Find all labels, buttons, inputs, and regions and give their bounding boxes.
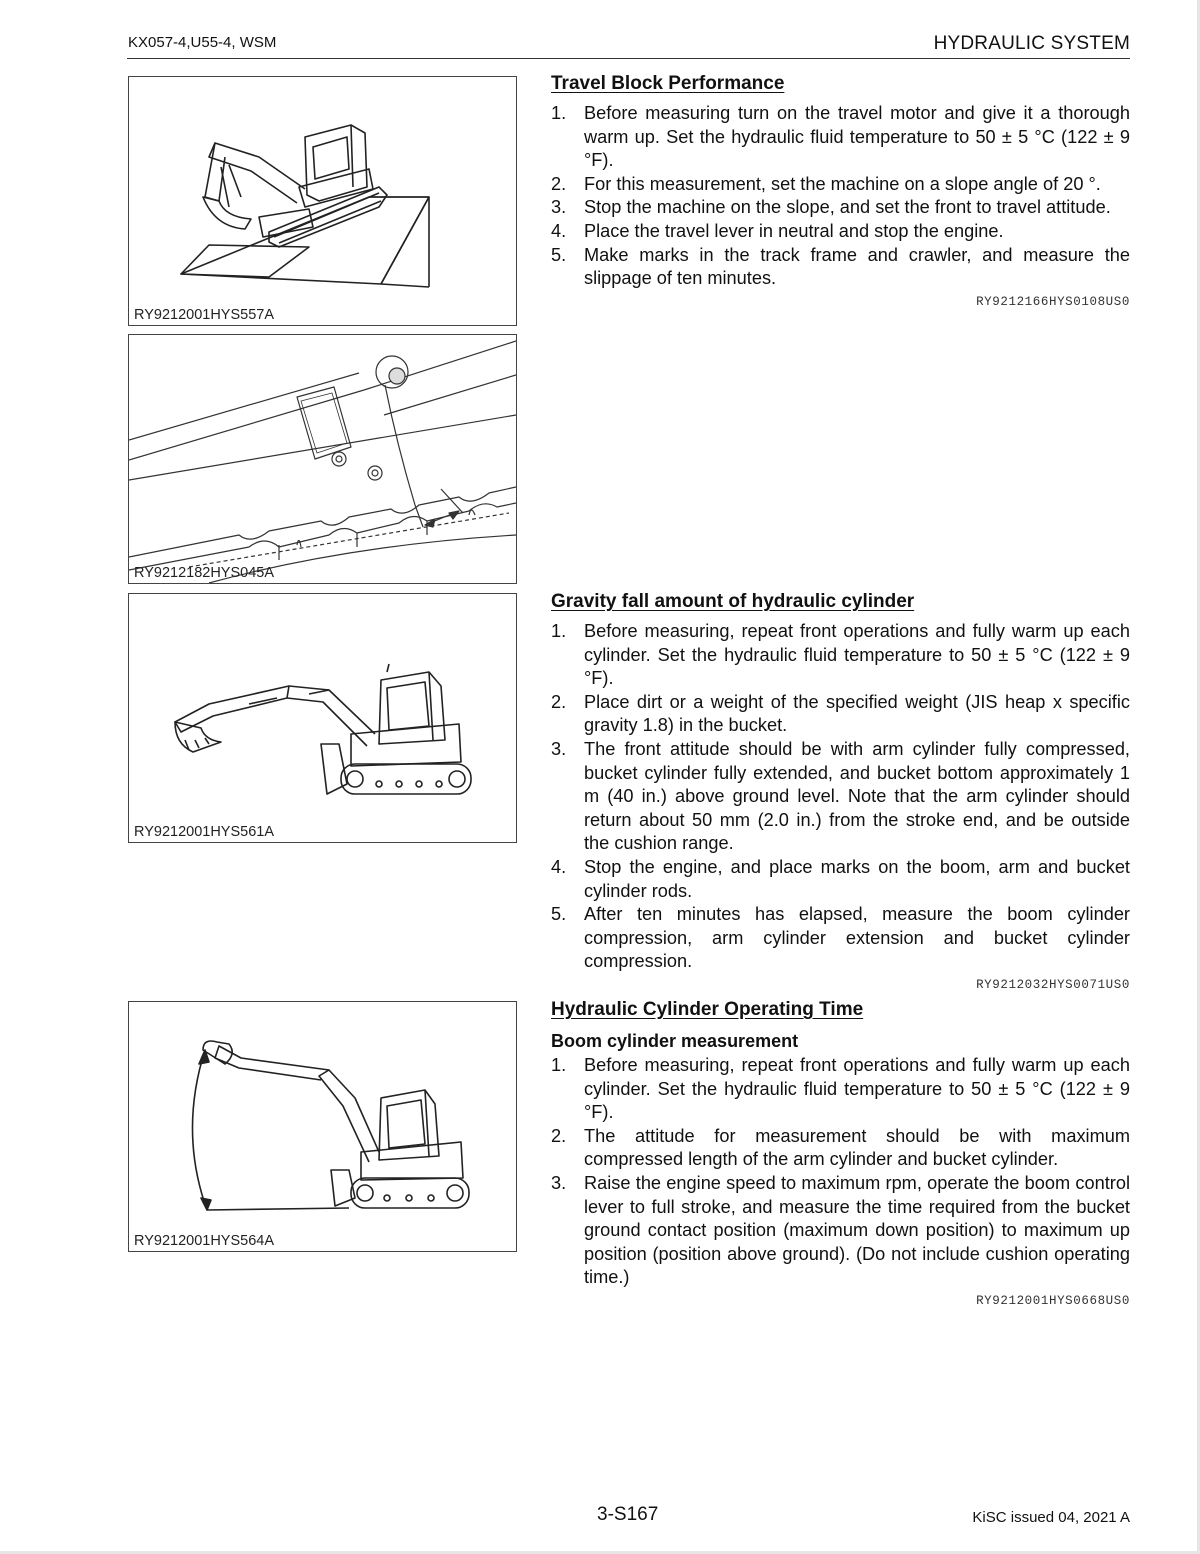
issue-note: KiSC issued 04, 2021 A bbox=[972, 1509, 1130, 1526]
excavator-on-slope-illustration bbox=[129, 77, 516, 325]
track-frame-crawler-mark-illustration bbox=[129, 335, 516, 583]
steps-list bbox=[551, 102, 1130, 291]
list-item: 3. Stop the machine on the slope, and set the front to travel attitude. bbox=[551, 197, 1111, 218]
excavator-boom-raised-illustration bbox=[129, 1002, 516, 1251]
list-item: 5. Make marks in the track frame and crawler, and measure the slippage of ten minutes. bbox=[551, 244, 1130, 289]
section-gravity-fall bbox=[551, 590, 1130, 992]
section-title: Gravity fall amount of hydraulic cylinder bbox=[551, 591, 915, 612]
list-item: 5. After ten minutes has elapsed, measure the boom cylinder compression, arm cylinder extension and bucket cylinder compression. bbox=[551, 904, 1130, 972]
list-item: 1. Before measuring turn on the travel motor and give it a thorough warm up. Set the hydraulic fluid temperature to 50 ± 5 °C (122 ± 9 °F). bbox=[551, 103, 1130, 171]
list-item: 3. The front attitude should be with arm cylinder fully compressed, bucket cylinder fully extended, and bucket bottom approximately 1 m (40 in.) above ground level. Note that the arm cylinder should return about 50 mm (2.0 in.) from the stroke end, and be outside the cushion range. bbox=[551, 738, 1130, 854]
steps-list bbox=[551, 620, 1130, 974]
header-rule bbox=[127, 58, 1130, 59]
reference-code: RY9212032HYS0071US0 bbox=[976, 977, 1130, 992]
list-item: 2. Place dirt or a weight of the specified weight (JIS heap x specific gravity 1.8) in the bucket. bbox=[551, 691, 1130, 736]
figure-gravity-fall bbox=[128, 593, 517, 843]
list-item: 2. For this measurement, set the machine on a slope angle of 20 °. bbox=[551, 173, 1101, 194]
figure-track-mark bbox=[128, 334, 517, 584]
list-item: 1. Before measuring, repeat front operations and fully warm up each cylinder. Set the hydraulic fluid temperature to 50 ± 5 °C (122 ± 9 °F). bbox=[551, 621, 1130, 689]
list-item: 1. Before measuring, repeat front operations and fully warm up each cylinder. Set the hydraulic fluid temperature to 50 ± 5 °C (122 ± 9 °F). bbox=[551, 1055, 1130, 1123]
list-item: 4. Place the travel lever in neutral and stop the engine. bbox=[551, 220, 1004, 241]
list-item: 2. The attitude for measurement should be with maximum compressed length of the arm cylinder and bucket cylinder. bbox=[551, 1125, 1130, 1170]
steps-list bbox=[551, 1054, 1130, 1290]
reference-code: RY9212166HYS0108US0 bbox=[976, 294, 1130, 309]
figure-caption: RY9212001HYS557A bbox=[134, 307, 275, 323]
section-travel-block bbox=[551, 72, 1130, 309]
header-model: KX057-4,U55-4, WSM bbox=[128, 34, 277, 51]
figure-caption: RY9212182HYS045A bbox=[134, 565, 275, 581]
subsection-title: Boom cylinder measurement bbox=[551, 1031, 799, 1051]
section-operating-time bbox=[551, 998, 1130, 1308]
figure-travel-slope bbox=[128, 76, 517, 326]
figure-caption: RY9212001HYS564A bbox=[134, 1233, 275, 1249]
section-title: Travel Block Performance bbox=[551, 73, 785, 94]
section-title: Hydraulic Cylinder Operating Time bbox=[551, 999, 864, 1020]
figure-caption: RY9212001HYS561A bbox=[134, 824, 275, 840]
reference-code: RY9212001HYS0668US0 bbox=[976, 1293, 1130, 1308]
list-item: 4. Stop the engine, and place marks on the boom, arm and bucket cylinder rods. bbox=[551, 856, 1130, 901]
list-item: 3. Raise the engine speed to maximum rpm, operate the boom control lever to full stroke, and measure the time required from the bucket ground contact position (maximum down position) to maximum up position (position above ground). (Do not include cushion operating time.) bbox=[551, 1172, 1130, 1288]
figure-boom-measure bbox=[128, 1001, 517, 1252]
header-chapter: HYDRAULIC SYSTEM bbox=[933, 33, 1130, 54]
page-number: 3-S167 bbox=[597, 1504, 659, 1525]
excavator-arm-raised-illustration bbox=[129, 594, 516, 842]
